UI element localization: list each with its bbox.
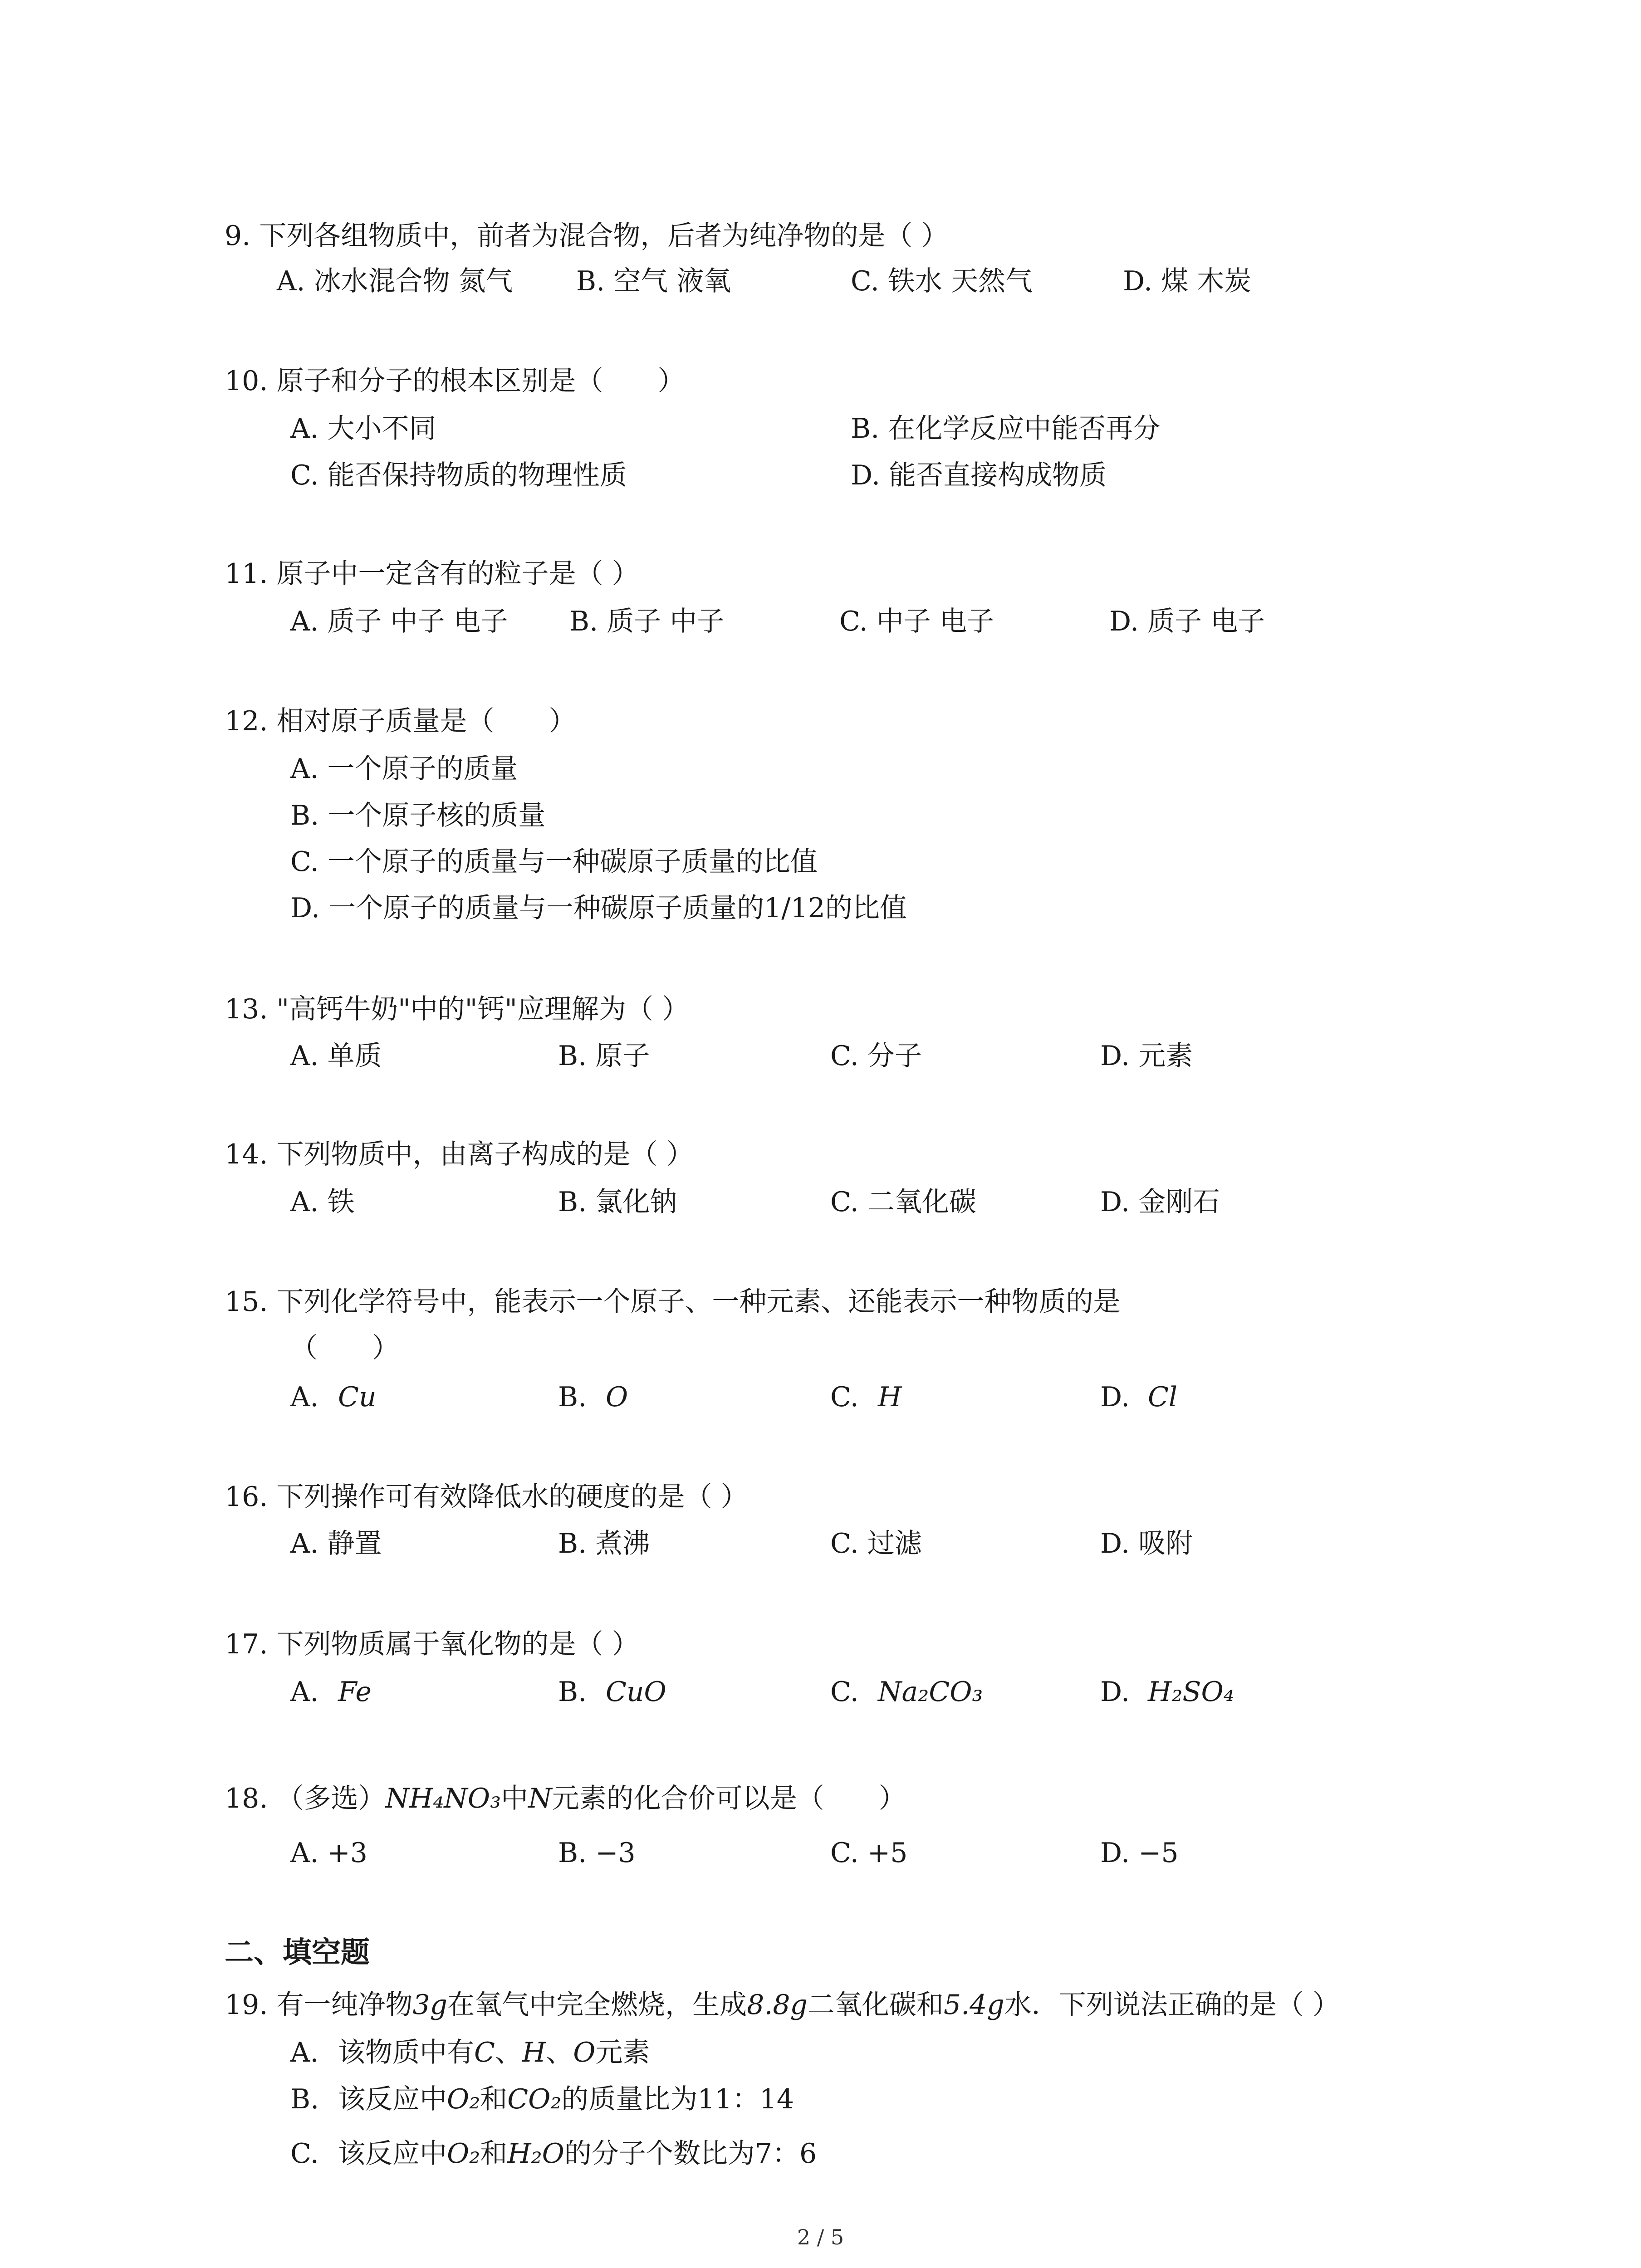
question-15-stem-cont: （ ） — [290, 1332, 399, 1364]
question-12-option-c: C. 一个原子的质量与一种碳原子质量的比值 — [290, 846, 818, 878]
question-18-option-a: A. +3 — [290, 1837, 367, 1869]
question-14-option-c: C. 二氧化碳 — [830, 1186, 976, 1218]
question-12-option-a: A. 一个原子的质量 — [290, 753, 518, 785]
question-16-stem: 16. 下列操作可有效降低水的硬度的是（ ） — [225, 1481, 748, 1513]
question-16-option-c: C. 过滤 — [830, 1528, 922, 1559]
question-10-option-b: B. 在化学反应中能否再分 — [851, 413, 1161, 445]
question-14-option-d: D. 金刚石 — [1100, 1186, 1220, 1218]
question-10-option-a: A. 大小不同 — [290, 413, 436, 445]
question-15-option-b: B. O — [558, 1381, 628, 1413]
question-11-option-b: B. 质子 中子 — [569, 606, 725, 637]
question-17-option-c: C. Na₂CO₃ — [830, 1676, 983, 1708]
question-10-option-d: D. 能否直接构成物质 — [851, 459, 1107, 491]
question-18-option-d: D. −5 — [1100, 1837, 1179, 1869]
question-11-stem: 11. 原子中一定含有的粒子是（ ） — [225, 558, 639, 590]
question-10-option-c: C. 能否保持物质的物理性质 — [290, 459, 627, 491]
question-9-option-b: B. 空气 液氧 — [576, 265, 731, 297]
question-13-stem: 13. "高钙牛奶"中的"钙"应理解为（ ） — [225, 993, 689, 1025]
question-15-option-c: C. H — [830, 1381, 902, 1413]
question-13-option-c: C. 分子 — [830, 1040, 922, 1072]
question-12-stem: 12. 相对原子质量是（ ） — [225, 705, 576, 737]
question-12-option-b: B. 一个原子核的质量 — [290, 800, 546, 831]
question-16-option-b: B. 煮沸 — [558, 1528, 650, 1559]
question-16-option-d: D. 吸附 — [1100, 1528, 1193, 1559]
question-10-stem: 10. 原子和分子的根本区别是（ ） — [225, 365, 685, 397]
question-15-option-a: A. Cu — [290, 1381, 377, 1413]
question-18-option-c: C. +5 — [830, 1837, 908, 1869]
question-9-stem: 9. 下列各组物质中，前者为混合物，后者为纯净物的是（ ） — [225, 220, 949, 252]
question-15-stem: 15. 下列化学符号中，能表示一个原子、一种元素、还能表示一种物质的是 — [225, 1286, 1121, 1318]
question-12-option-d: D. 一个原子的质量与一种碳原子质量的1/12的比值 — [290, 892, 907, 924]
question-15-option-d: D. Cl — [1100, 1381, 1178, 1413]
question-18-option-b: B. −3 — [558, 1837, 636, 1869]
question-19-option-c: C. 该反应中O₂和H₂O的分子个数比为7：6 — [290, 2138, 817, 2170]
question-11-option-d: D. 质子 电子 — [1109, 606, 1265, 637]
question-19-option-b: B. 该反应中O₂和CO₂的质量比为11：14 — [290, 2083, 794, 2115]
question-17-option-a: A. Fe — [290, 1676, 372, 1708]
question-18-stem: 18. （多选）NH₄NO₃中N元素的化合价可以是（ ） — [225, 1783, 906, 1814]
question-14-option-b: B. 氯化钠 — [558, 1186, 677, 1218]
question-19-option-a: A. 该物质中有C、H、O元素 — [290, 2037, 650, 2068]
question-9-option-d: D. 煤 木炭 — [1123, 265, 1252, 297]
question-16-option-a: A. 静置 — [290, 1528, 382, 1559]
question-14-stem: 14. 下列物质中，由离子构成的是（ ） — [225, 1139, 694, 1170]
question-17-stem: 17. 下列物质属于氧化物的是（ ） — [225, 1628, 639, 1660]
question-13-option-b: B. 原子 — [558, 1040, 650, 1072]
question-14-option-a: A. 铁 — [290, 1186, 355, 1218]
question-17-option-b: B. CuO — [558, 1676, 666, 1708]
question-11-option-a: A. 质子 中子 电子 — [290, 606, 508, 637]
question-17-option-d: D. H₂SO₄ — [1100, 1676, 1234, 1708]
question-9-option-c: C. 铁水 天然气 — [851, 265, 1033, 297]
question-9-option-a: A. 冰水混合物 氮气 — [277, 265, 513, 297]
page-number: 2 / 5 — [797, 2225, 844, 2249]
question-13-option-a: A. 单质 — [290, 1040, 382, 1072]
question-19-stem: 19. 有一纯净物3g在氧气中完全燃烧，生成8.8g二氧化碳和5.4g水．下列说法正确的是（ ） — [225, 1989, 1340, 2021]
section-title: 二、填空题 — [225, 1936, 370, 1970]
question-11-option-c: C. 中子 电子 — [839, 606, 994, 637]
question-13-option-d: D. 元素 — [1100, 1040, 1193, 1072]
